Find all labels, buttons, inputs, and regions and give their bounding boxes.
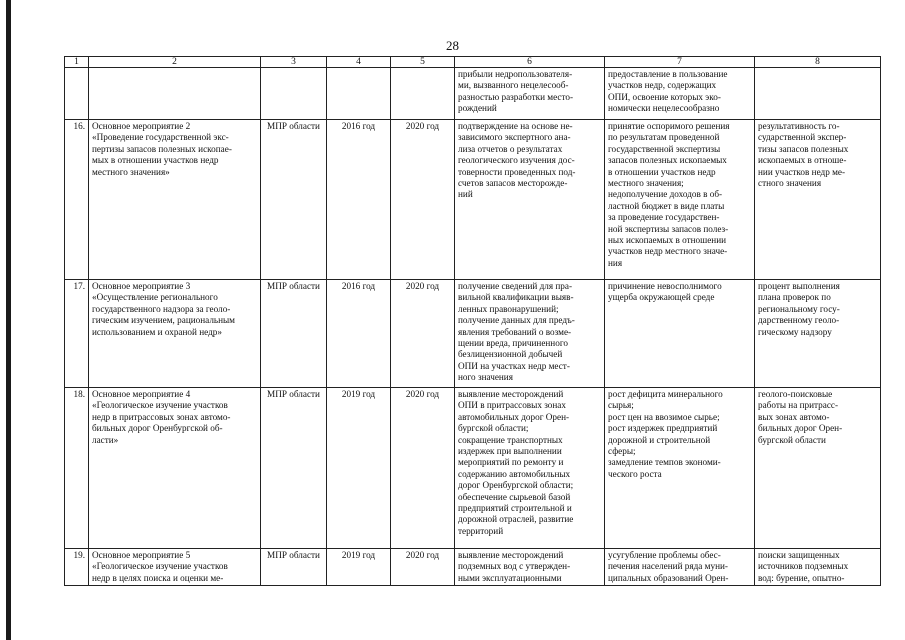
text-line: выявление месторождений [458,550,564,560]
text-line: стного значения [758,178,822,189]
text-line: региональному госу- [758,303,840,314]
header-cell: 4 [327,57,391,68]
text-line: рост цен на ввозимое сырье; [608,411,720,422]
executor-cell: МПР области [261,280,327,388]
text-line: тизы запасов полезных [758,143,849,154]
header-cell: 7 [605,57,755,68]
text-line: Основное мероприятие 5 [92,550,191,560]
measure-cell [89,388,261,549]
text-line: вод: бурение, опытно- [758,572,845,583]
table-row [65,68,881,120]
header-cell: 5 [391,57,455,68]
text-line: зависимого экспертного ана- [458,132,571,143]
text-line: ОПИ на участках недр мест- [458,360,570,371]
end-year-cell: 2020 год [391,549,455,586]
row-number-cell [65,68,89,120]
indicator-cell [755,549,881,586]
text-line: вых зонах автомо- [758,411,830,422]
start-year-cell: 2019 год [327,388,391,549]
text-line: ния [608,257,623,268]
table-row [65,388,881,549]
expected-result-cell [455,68,605,120]
end-year-cell [391,68,455,120]
row-number-cell: 17. [65,280,89,388]
text-line: работы на притрасс- [758,400,839,411]
end-year-cell: 2020 год [391,388,455,549]
table-row [65,120,881,280]
end-year-cell: 2020 год [391,120,455,280]
text-line: запасов полезных ископаемых [608,155,727,166]
measures-table [64,56,881,586]
text-line: рост издержек предприятий [608,423,718,434]
text-line: мероприятий по ремонту и [458,457,564,468]
text-line: номически нецелесообразно [608,103,720,114]
text-line: дорожной отраслей, развитие [458,514,574,525]
text-line: рост дефицита минерального [608,389,723,399]
consequences-cell [605,68,755,120]
start-year-cell: 2019 год [327,549,391,586]
text-line: обеспечение сырьевой базой [458,491,571,502]
text-line: получение данных для предъ- [458,315,575,326]
table-row [65,549,881,586]
text-line: ципальных образований Орен- [608,572,729,583]
row-number-cell: 16. [65,120,89,280]
indicator-cell [755,68,881,120]
text-line: Основное мероприятие 4 [92,389,191,399]
text-line: участков недр местного значе- [608,246,728,257]
expected-result-cell [455,120,605,280]
start-year-cell: 2016 год [327,280,391,388]
executor-cell: МПР области [261,388,327,549]
text-line: получение сведений для пра- [458,281,573,291]
text-line: ОПИ в притрассовых зонах [458,400,566,411]
text-line: «Проведение государственной экс- [92,132,229,143]
header-cell: 8 [755,57,881,68]
text-line: геолого-поисковые [758,389,833,399]
indicator-cell [755,388,881,549]
measure-cell [89,120,261,280]
text-line: ископаемых в отноше- [758,155,847,166]
consequences-cell [605,280,755,388]
text-line: ного значения [458,372,513,383]
text-line: дарственному геоло- [758,315,840,326]
text-line: гическому надзору [758,326,832,337]
text-line: товерности проведенных под- [458,166,576,177]
text-line: поиски защищенных [758,550,840,560]
text-line: ных ископаемых в отношении [608,235,727,246]
text-line: ущерба окружающей среде [608,292,715,303]
text-line: участков недр, содержащих [608,80,717,91]
consequences-cell [605,120,755,280]
measure-cell [89,549,261,586]
text-line: автомобильных дорог Орен- [458,411,570,422]
text-line: бургской области [758,434,826,445]
indicator-cell [755,120,881,280]
text-line: недр в притрассовых зонах автомо- [92,411,231,422]
text-line: замедление темпов экономи- [608,457,721,468]
executor-cell: МПР области [261,120,327,280]
text-line: «Геологическое изучение участков [92,400,228,411]
text-line: территорий [458,525,504,536]
text-line: ными эксплуатационными [458,572,562,583]
text-line: государственного надзора за геоло- [92,303,231,314]
text-line: нии участков недр ме- [758,166,846,177]
text-line: пертизы запасов полезных ископае- [92,143,232,154]
row-number-cell: 19. [65,549,89,586]
text-line: использованием и охраной недр» [92,326,222,337]
text-line: сударственной экспер- [758,132,847,143]
header-cell: 3 [261,57,327,68]
text-line: государственной экспертизы [608,143,721,154]
text-line: ной экспертизы запасов полез- [608,223,729,234]
text-line: бильных дорог Орен- [758,423,843,434]
text-line: бильных дорог Оренбургской об- [92,423,223,434]
text-line: источников подземных [758,561,849,572]
text-line: явления требований о возме- [458,326,572,337]
text-line: бургской области; [458,423,529,434]
scan-edge [6,0,11,640]
expected-result-cell [455,388,605,549]
text-line: разностью разработки место- [458,91,574,102]
table-row [65,280,881,388]
text-line: гическим изучением, рациональным [92,315,235,326]
text-line: подземных вод с утвержден- [458,561,571,572]
text-line: ческого роста [608,468,662,479]
text-line: плана проверок по [758,292,831,303]
header-cell: 2 [89,57,261,68]
text-line: предприятий строительной и [458,503,572,514]
text-line: результативность го- [758,121,840,131]
text-line: усугубление проблемы обес- [608,550,721,560]
text-line: издержек при выполнении [458,446,562,457]
executor-cell [261,68,327,120]
text-line: причинение невосполнимого [608,281,722,291]
text-line: дорожной и строительной [608,434,711,445]
text-line: ласти» [92,434,119,445]
end-year-cell: 2020 год [391,280,455,388]
text-line: сферы; [608,446,636,457]
text-line: ми, вызванного нецелесооб- [458,80,569,91]
text-line: ластной бюджет в виде платы [608,200,725,211]
header-row [65,57,881,68]
text-line: по результатам проведенной [608,132,720,143]
text-line: безлицензионной добычей [458,349,563,360]
text-line: принятие оспоримого решения [608,121,730,131]
text-line: счетов запасов месторожде- [458,178,568,189]
consequences-cell [605,388,755,549]
start-year-cell: 2016 год [327,120,391,280]
text-line: вильной квалификации выяв- [458,292,574,303]
consequences-cell [605,549,755,586]
start-year-cell [327,68,391,120]
text-line: недополучение доходов в об- [608,189,723,200]
text-line: мых в отношении участков недр [92,155,219,166]
text-line: лиза отчетов о результатах [458,143,563,154]
text-line: рождений [458,103,497,114]
measure-cell [89,68,261,120]
text-line: ний [458,189,473,200]
text-line: предоставление в пользование [608,69,728,79]
text-line: процент выполнения [758,281,840,291]
text-line: дорог Оренбургской области; [458,480,574,491]
measure-cell [89,280,261,388]
text-line: «Осуществление регионального [92,292,218,303]
text-line: сокращение транспортных [458,434,563,445]
indicator-cell [755,280,881,388]
executor-cell: МПР области [261,549,327,586]
text-line: печения населений ряда муни- [608,561,728,572]
text-line: сырья; [608,400,634,411]
text-line: подтверждение на основе не- [458,121,573,131]
text-line: «Геологическое изучение участков [92,561,228,572]
header-cell: 1 [65,57,89,68]
text-line: Основное мероприятие 3 [92,281,191,291]
page-number: 28 [446,38,459,53]
text-line: Основное мероприятие 2 [92,121,191,131]
text-line: прибыли недропользователя- [458,69,573,79]
text-line: местного значения; [608,178,684,189]
text-line: щении вреда, причиненного [458,338,568,349]
row-number-cell: 18. [65,388,89,549]
expected-result-cell [455,549,605,586]
text-line: геологического изучения дос- [458,155,575,166]
text-line: ленных правонарушений; [458,303,559,314]
header-cell: 6 [455,57,605,68]
text-line: местного значения» [92,166,170,177]
text-line: выявление месторождений [458,389,564,399]
text-line: содержанию автомобильных [458,468,571,479]
text-line: в отношении участков недр [608,166,716,177]
text-line: за проведение государствен- [608,212,720,223]
text-line: ОПИ, освоение которых эко- [608,91,721,102]
expected-result-cell [455,280,605,388]
text-line: недр в целях поиска и оценки ме- [92,572,224,583]
